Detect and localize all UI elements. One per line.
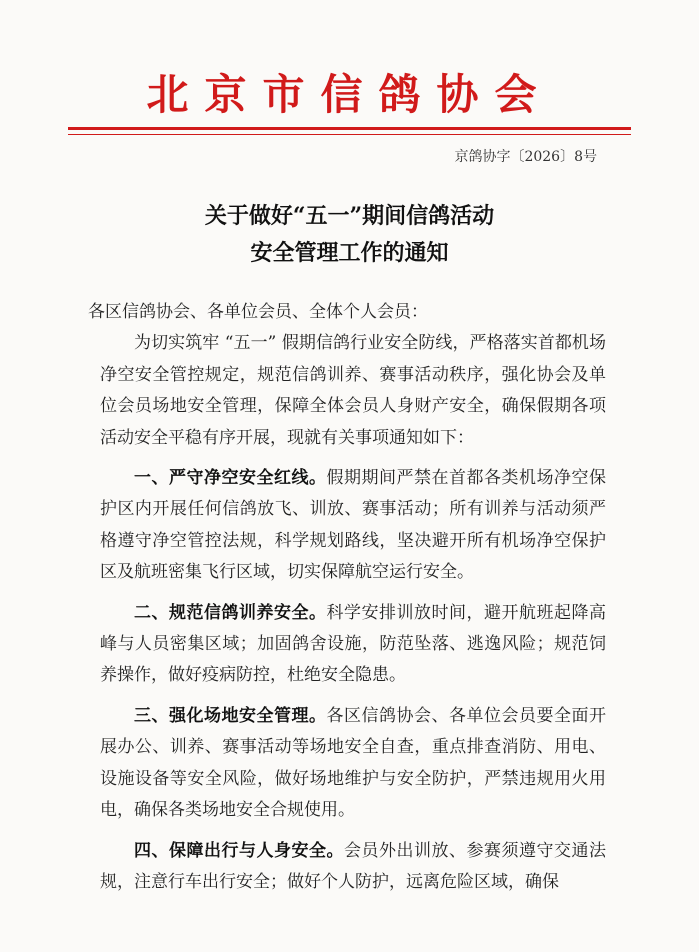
section-text: 会员外出训放、参赛须遵守交通法规，注意行车出行安全；做好个人防护，远离危险区域，确保 xyxy=(100,840,606,892)
section-paragraph xyxy=(100,598,606,692)
section-paragraph xyxy=(100,836,606,899)
section-heading: 三、强化场地安全管理。 xyxy=(134,705,327,726)
intro-paragraph: 为切实筑牢 “五一” 假期信鸽行业安全防线，严格落实首都机场净空安全管控规定，规范信鸽训养、赛事活动秩序，强化协会及单位会员场地安全管理，保障全体会员人身财产安全，确保假期各项活动安全平稳有序开展，现就有关事项通知如下： xyxy=(100,333,606,448)
letterhead-divider-thick xyxy=(68,127,631,130)
section-heading: 一、严守净空安全红线。 xyxy=(134,468,327,489)
section-heading: 四、保障出行与人身安全。 xyxy=(134,840,344,861)
section-heading: 二、规范信鸽训养安全。 xyxy=(134,602,327,623)
section-text: 各区信鸽协会、各单位会员要全面开展办公、训养、赛事活动等场地安全自查，重点排查消防、用电、设施设备等安全风险，做好场地维护与安全防护，严禁违规用火用电，确保各类场地安全合规使用。 xyxy=(100,705,606,821)
section-text: 科学安排训放时间，避开航班起降高峰与人员密集区域；加固鸽舍设施，防范坠落、逃逸风险；规范饲养操作，做好疫病防控，杜绝安全隐患。 xyxy=(100,602,606,686)
document-body xyxy=(88,297,606,898)
section-paragraph xyxy=(100,701,606,827)
document-title-line-2: 安全管理工作的通知 xyxy=(250,240,449,266)
document-title-line-1: 关于做好“五一”期间信鸽活动 xyxy=(204,203,495,229)
section-text: 假期期间严禁在首都各类机场净空保护区内开展任何信鸽放飞、训放、赛事活动；所有训养与活动须严格遵守净空管控法规，科学规划路线，坚决避开所有机场净空保护区及航班密集飞行区域，切实保障航空运行安全。 xyxy=(100,468,606,583)
document-title xyxy=(0,198,699,272)
section-paragraph xyxy=(100,463,606,589)
letterhead-divider-thin xyxy=(68,134,631,135)
salutation: 各区信鸽协会、各单位会员、全体个人会员： xyxy=(88,302,428,322)
document-number: 京鸽协字〔2026〕8号 xyxy=(454,149,597,165)
org-letterhead-title: 北京市信鸽协会 xyxy=(146,70,553,119)
